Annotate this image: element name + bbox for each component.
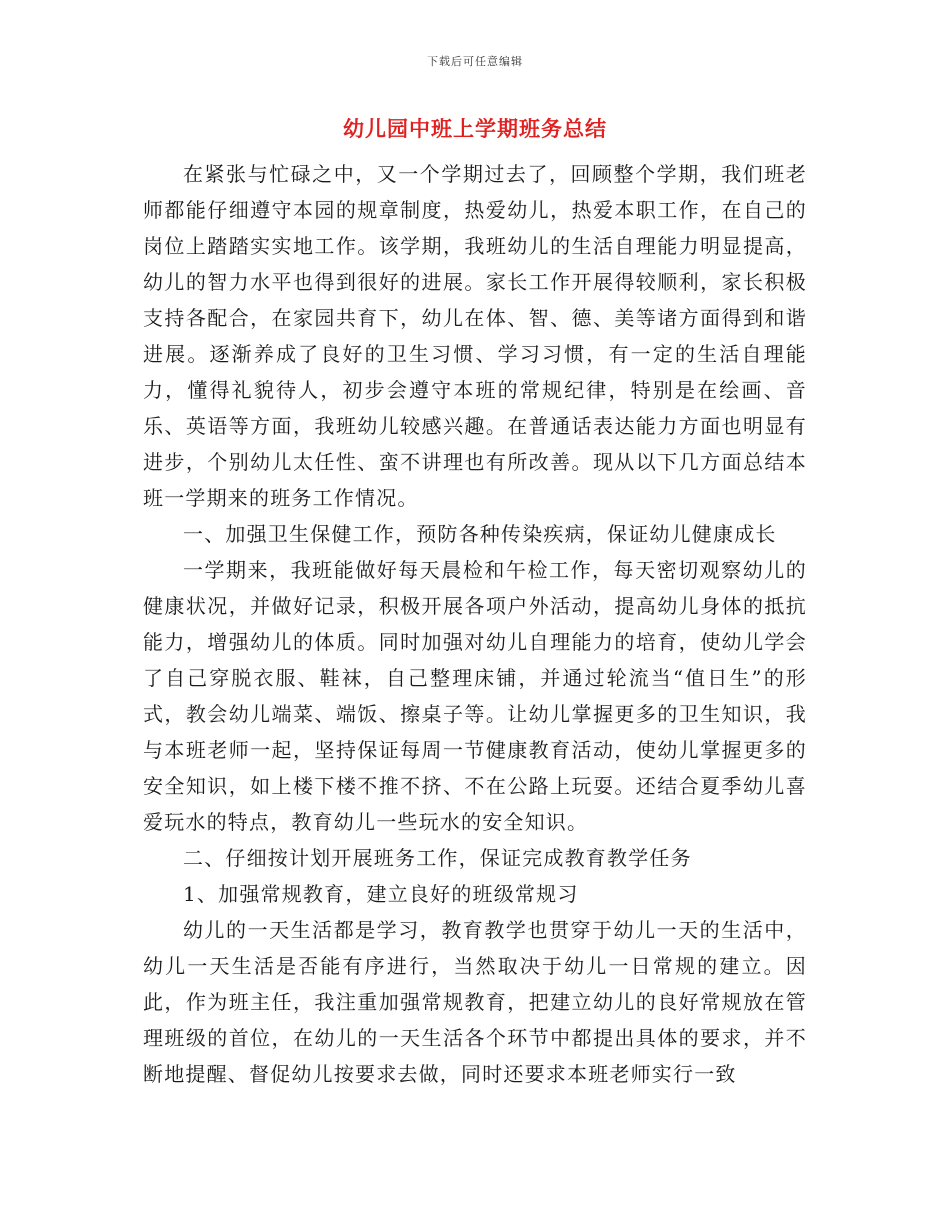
document-body xyxy=(143,156,807,1092)
paragraph-routine: 幼儿的一天生活都是学习，教育教学也贯穿于幼儿一天的生活中，幼儿一天生活是否能有序进行，当然取决于幼儿一日常规的建立。因此，作为班主任，我注重加强常规教育，把建立幼儿的良好常规放在管理班级的首位，在幼儿的一天生活各个环节中都提出具体的要求，并不断地提醒、督促幼儿按要求去做，同时还要求本班老师实行一致 xyxy=(143,918,807,1086)
page-header-note: 下载后可任意编辑 xyxy=(427,55,523,68)
section-heading-health: 一、加强卫生保健工作，预防各种传染疾病，保证幼儿健康成长 xyxy=(183,522,777,546)
paragraph-intro: 在紧张与忙碌之中，又一个学期过去了，回顾整个学期，我们班老师都能仔细遵守本园的规章制度，热爱幼儿，热爱本职工作，在自己的岗位上踏踏实实地工作。该学期，我班幼儿的生活自理能力明显提高，幼儿的智力水平也得到很好的进展。家长工作开展得较顺利，家长积极支持各配合，在家园共育下，幼儿在体、智、德、美等诸方面得到和谐进展。逐渐养成了良好的卫生习惯、学习习惯，有一定的生活自理能力，懂得礼貌待人，初步会遵守本班的常规纪律，特别是在绘画、音乐、英语等方面，我班幼儿较感兴趣。在普通话表达能力方面也明显有进步，个别幼儿太任性、蛮不讲理也有所改善。现从以下几方面总结本班一学期来的班务工作情况。 xyxy=(143,162,807,510)
document-title: 幼儿园中班上学期班务总结 xyxy=(343,116,607,141)
paragraph-health: 一学期来，我班能做好每天晨检和午检工作，每天密切观察幼儿的健康状况，并做好记录，积极开展各项户外活动，提高幼儿身体的抵抗能力，增强幼儿的体质。同时加强对幼儿自理能力的培育，使幼儿学会了自己穿脱衣服、鞋袜，自己整理床铺，并通过轮流当“值日生”的形式，教会幼儿端菜、端饭、擦桌子等。让幼儿掌握更多的卫生知识，我与本班老师一起，坚持保证每周一节健康教育活动，使幼儿掌握更多的安全知识，如上楼下楼不推不挤、不在公路上玩耍。还结合夏季幼儿喜爱玩水的特点，教育幼儿一些玩水的安全知识。 xyxy=(143,558,807,834)
subsection-heading-routine: 1、加强常规教育，建立良好的班级常规习 xyxy=(183,882,579,906)
section-heading-teaching: 二、仔细按计划开展班务工作，保证完成教育教学任务 xyxy=(183,846,692,870)
